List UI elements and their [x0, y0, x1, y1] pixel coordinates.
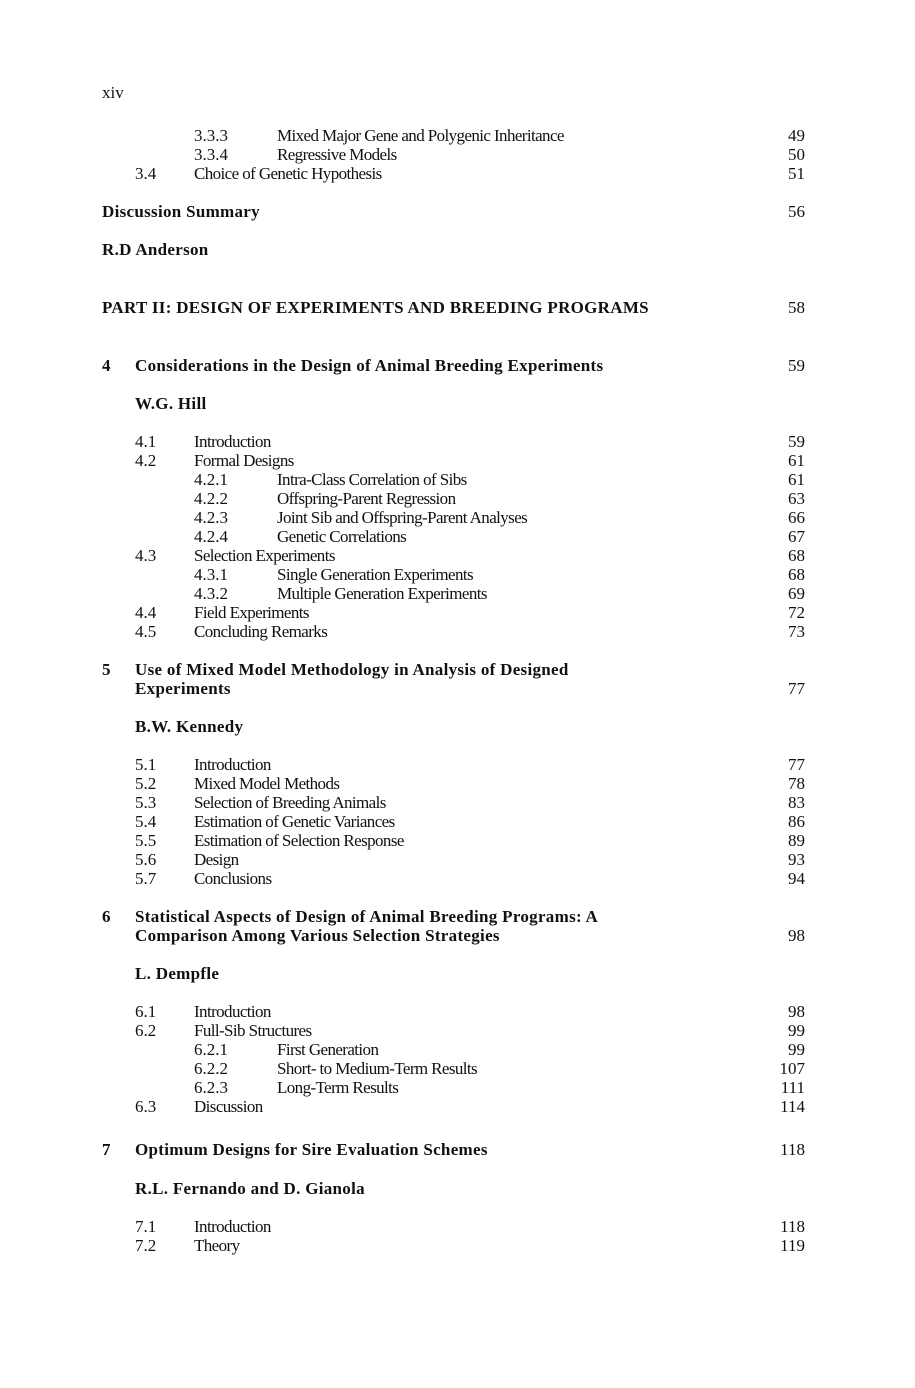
section-number: 6.2 [135, 1021, 157, 1040]
toc-entry [0, 546, 915, 566]
toc-entry [0, 774, 915, 794]
toc-entry [0, 622, 915, 642]
toc-entry [0, 850, 915, 870]
toc-entry [0, 240, 915, 260]
toc-entry [0, 1002, 915, 1022]
toc-entry [0, 1179, 915, 1199]
section-number: 4.1 [135, 432, 157, 451]
subsection-title: Offspring-Parent Regression [277, 489, 456, 508]
toc-entry [0, 489, 915, 509]
subsection-title: Long-Term Results [277, 1078, 399, 1097]
page-reference: 61 [788, 470, 805, 489]
toc-entry [0, 584, 915, 604]
toc-entry [0, 907, 915, 927]
page-reference: 77 [788, 755, 805, 774]
subsection-title: Single Generation Experiments [277, 565, 473, 584]
page-reference: 58 [788, 298, 805, 317]
section-title: Concluding Remarks [194, 622, 328, 641]
subsection-number: 6.2.2 [194, 1059, 228, 1078]
subsection-number: 4.2.2 [194, 489, 228, 508]
chapter-author: W.G. Hill [135, 394, 207, 413]
chapter-author: R.L. Fernando and D. Gianola [135, 1179, 365, 1198]
part-heading: PART II: DESIGN OF EXPERIMENTS AND BREEDING PROGRAMS [102, 298, 649, 317]
section-number: 6.3 [135, 1097, 157, 1116]
subsection-number: 4.2.1 [194, 470, 228, 489]
section-title: Mixed Model Methods [194, 774, 340, 793]
subsection-title: Genetic Correlations [277, 527, 407, 546]
toc-entry [0, 926, 915, 946]
section-title: Introduction [194, 755, 271, 774]
page-reference: 59 [788, 356, 805, 375]
page-reference: 59 [788, 432, 805, 451]
toc-entry [0, 164, 915, 184]
section-number: 5.5 [135, 831, 157, 850]
toc-entry [0, 470, 915, 490]
section-title: Introduction [194, 432, 271, 451]
toc-entry [0, 793, 915, 813]
toc-entry [0, 432, 915, 452]
toc-entry [0, 527, 915, 547]
subsection-title: First Generation [277, 1040, 379, 1059]
part-heading: R.D Anderson [102, 240, 209, 259]
toc-entry [0, 298, 915, 318]
section-number: 4.5 [135, 622, 157, 641]
page-reference: 56 [788, 202, 805, 221]
toc-entry [0, 145, 915, 165]
section-number: 5.4 [135, 812, 157, 831]
section-number: 7.1 [135, 1217, 157, 1236]
chapter-author: L. Dempfle [135, 964, 220, 983]
subsection-number: 6.2.3 [194, 1078, 228, 1097]
toc-entry [0, 812, 915, 832]
page-reference: 63 [788, 489, 805, 508]
toc-entry [0, 1021, 915, 1041]
section-number: 7.2 [135, 1236, 157, 1255]
page-reference: 73 [788, 622, 805, 641]
toc-entry [0, 565, 915, 585]
page-reference: 93 [788, 850, 805, 869]
toc-entry [0, 1236, 915, 1256]
page-reference: 77 [788, 679, 805, 698]
toc-entry [0, 603, 915, 623]
page-reference: 66 [788, 508, 805, 527]
chapter-number: 5 [102, 660, 111, 679]
section-title: Field Experiments [194, 603, 309, 622]
section-title: Discussion [194, 1097, 263, 1116]
page-reference: 89 [788, 831, 805, 850]
section-title: Introduction [194, 1002, 271, 1021]
toc-entry [0, 508, 915, 528]
toc-entry [0, 1059, 915, 1079]
chapter-title: Optimum Designs for Sire Evaluation Schemes [135, 1140, 488, 1159]
subsection-number: 4.3.1 [194, 565, 228, 584]
section-title: Choice of Genetic Hypothesis [194, 164, 382, 183]
section-title: Theory [194, 1236, 240, 1255]
subsection-title: Joint Sib and Offspring-Parent Analyses [277, 508, 528, 527]
toc-entry [0, 831, 915, 851]
page-number: xiv [102, 83, 124, 102]
chapter-author: B.W. Kennedy [135, 717, 244, 736]
page-reference: 72 [788, 603, 805, 622]
subsection-title: Mixed Major Gene and Polygenic Inheritance [277, 126, 564, 145]
subsection-number: 3.3.3 [194, 126, 228, 145]
page-reference: 68 [788, 546, 805, 565]
page-reference: 61 [788, 451, 805, 470]
toc-entry [0, 356, 915, 376]
page-reference: 50 [788, 145, 805, 164]
page-reference: 51 [788, 164, 805, 183]
page-reference: 114 [780, 1097, 805, 1116]
subsection-title: Intra-Class Correlation of Sibs [277, 470, 467, 489]
section-title: Design [194, 850, 239, 869]
toc-entry [0, 1040, 915, 1060]
toc-entry [0, 660, 915, 680]
subsection-number: 4.3.2 [194, 584, 228, 603]
page-reference: 78 [788, 774, 805, 793]
toc-entry [0, 1078, 915, 1098]
page-reference: 107 [779, 1059, 805, 1078]
section-title: Introduction [194, 1217, 271, 1236]
part-heading: Discussion Summary [102, 202, 260, 221]
page-reference: 67 [788, 527, 805, 546]
toc-entry [0, 394, 915, 414]
toc-entry [0, 202, 915, 222]
toc-entry [0, 126, 915, 146]
page-reference: 118 [780, 1140, 805, 1159]
chapter-title-continued: Experiments [135, 679, 231, 698]
section-title: Full-Sib Structures [194, 1021, 312, 1040]
toc-entry [0, 755, 915, 775]
toc-entry [0, 717, 915, 737]
section-number: 4.4 [135, 603, 157, 622]
toc-entry [0, 869, 915, 889]
section-title: Selection of Breeding Animals [194, 793, 386, 812]
section-number: 6.1 [135, 1002, 157, 1021]
section-number: 3.4 [135, 164, 157, 183]
chapter-number: 7 [102, 1140, 111, 1159]
section-number: 5.7 [135, 869, 157, 888]
section-number: 5.2 [135, 774, 157, 793]
subsection-number: 4.2.3 [194, 508, 228, 527]
chapter-title: Considerations in the Design of Animal Breeding Experiments [135, 356, 604, 375]
section-title: Conclusions [194, 869, 272, 888]
toc-entry [0, 964, 915, 984]
page-reference: 94 [788, 869, 805, 888]
toc-entry [0, 679, 915, 699]
chapter-number: 4 [102, 356, 111, 375]
chapter-title: Use of Mixed Model Methodology in Analysis of Designed [135, 660, 569, 679]
section-title: Estimation of Selection Response [194, 831, 404, 850]
subsection-number: 4.2.4 [194, 527, 228, 546]
subsection-title: Multiple Generation Experiments [277, 584, 487, 603]
section-number: 4.3 [135, 546, 157, 565]
section-title: Selection Experiments [194, 546, 335, 565]
chapter-title: Statistical Aspects of Design of Animal Breeding Programs: A [135, 907, 599, 926]
page-reference: 119 [780, 1236, 805, 1255]
chapter-title-continued: Comparison Among Various Selection Strategies [135, 926, 500, 945]
subsection-number: 3.3.4 [194, 145, 228, 164]
chapter-number: 6 [102, 907, 111, 926]
page-reference: 99 [788, 1040, 805, 1059]
page-reference: 98 [788, 926, 805, 945]
page-reference: 49 [788, 126, 805, 145]
subsection-title: Short- to Medium-Term Results [277, 1059, 478, 1078]
subsection-title: Regressive Models [277, 145, 397, 164]
section-title: Estimation of Genetic Variances [194, 812, 395, 831]
page-reference: 68 [788, 565, 805, 584]
page-reference: 83 [788, 793, 805, 812]
page-reference: 118 [780, 1217, 805, 1236]
page-reference: 69 [788, 584, 805, 603]
section-number: 5.6 [135, 850, 157, 869]
toc-entry [0, 1097, 915, 1117]
section-number: 4.2 [135, 451, 157, 470]
toc-entry [0, 451, 915, 471]
section-number: 5.3 [135, 793, 157, 812]
page-reference: 99 [788, 1021, 805, 1040]
page-reference: 111 [780, 1078, 805, 1097]
toc-entry [0, 1217, 915, 1237]
page-reference: 86 [788, 812, 805, 831]
toc-entry [0, 1140, 915, 1160]
page-reference: 98 [788, 1002, 805, 1021]
section-number: 5.1 [135, 755, 157, 774]
section-title: Formal Designs [194, 451, 294, 470]
subsection-number: 6.2.1 [194, 1040, 228, 1059]
